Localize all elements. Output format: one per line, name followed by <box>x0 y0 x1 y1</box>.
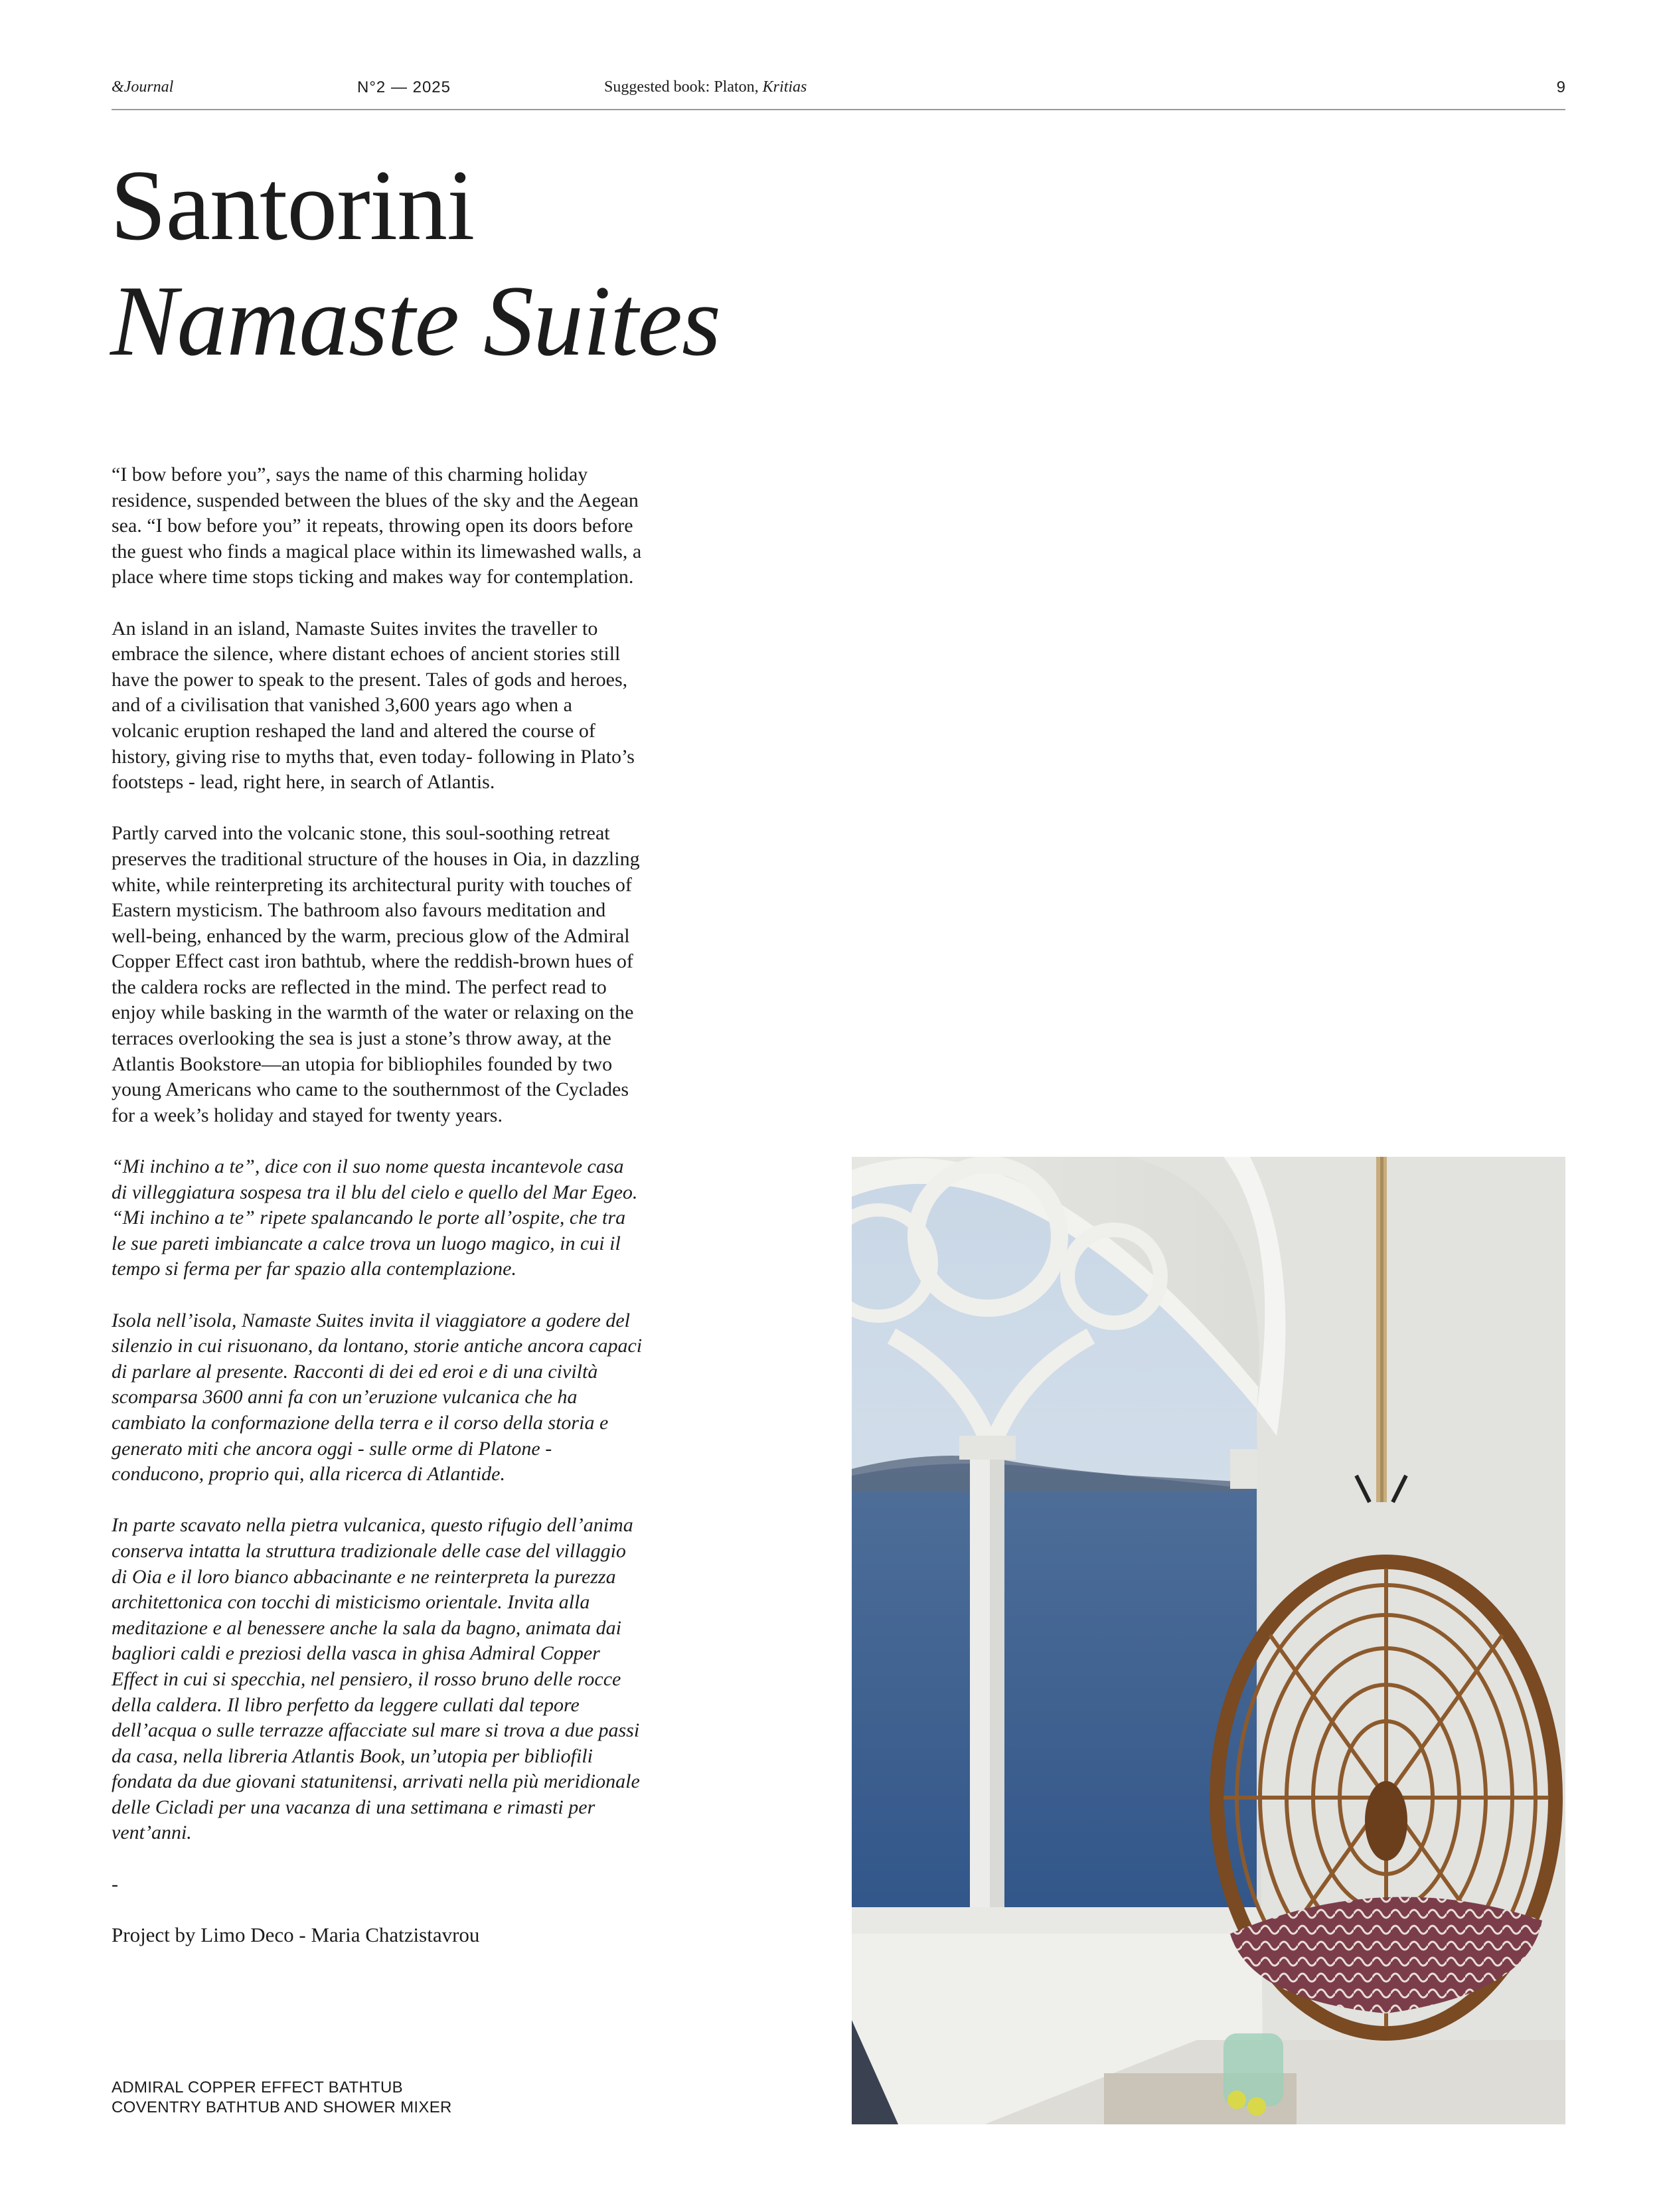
project-credit: Project by Limo Deco - Maria Chatzistavrou <box>112 1923 480 1947</box>
italian-paragraph: Isola nell’isola, Namaste Suites invita il viaggiatore a godere del silenzio in cui risuonano, da lontano, storie antiche ancora capaci di parlare al presente. Racconti di dei ed eroi e di una civiltà scomparsa 3600 anni fa con un’eruzione vulcanica che ha cambiato la conformazione della terra e il corso della storia e generato miti che ancora oggi - sulle orme di Platone - conducono, proprio qui, alla ricerca di Atlantide. <box>112 1309 643 1486</box>
title-line-1: Santorini <box>110 149 475 261</box>
issue-number: N°2 — 2025 <box>357 78 451 96</box>
english-paragraph: An island in an island, Namaste Suites invites the traveller to embrace the silence, where distant echoes of ancient stories still have the power to speak to the present. Tales of gods and heroes, and of a civilisation that vanished 3,600 years ago when a volcanic eruption reshaped the land and altered the course of history, giving rise to myths that, even today- following in Plato’s footsteps - lead, right here, in search of Atlantis. <box>112 617 635 794</box>
suggested-book-title: Kritias <box>762 78 807 96</box>
english-paragraph: “I bow before you”, says the name of this charming holiday residence, suspended between the blues of the sky and the Aegean sea. “I bow before you” it repeats, throwing open its doors before the guest who finds a magical place within its limewashed walls, a place where time stops ticking and makes way for contemplation. <box>112 464 642 588</box>
separator: - <box>112 1873 118 1895</box>
article-title <box>110 147 720 379</box>
english-paragraph: Partly carved into the volcanic stone, this soul-soothing retreat preserves the traditional structure of the houses in Oia, in dazzling white, while reinterpreting its architectural purity with touches of Eastern mysticism. The bathroom also favours meditation and well-being, enhanced by the warm, precious glow of the Admiral Copper Effect cast iron bathtub, where the reddish-brown hues of the caldera rocks are reflected in the mind. The perfect read to enjoy while basking in the warmth of the water or relaxing on the terraces overlooking the sea is just a stone’s throw away, at the Atlantis Bookstore—an utopia for bibliophiles founded by two young Americans who came to the southernmost of the Cyclades for a week’s holiday and stayed for twenty years. <box>112 822 640 1126</box>
journal-name: &Journal <box>112 78 174 96</box>
product-item: COVENTRY BATHTUB AND SHOWER MIXER <box>112 2098 452 2116</box>
running-header <box>112 74 1565 110</box>
title-line-2: Namaste Suites <box>110 265 721 377</box>
product-list <box>112 2078 452 2118</box>
article-body <box>112 462 643 1948</box>
product-item: ADMIRAL COPPER EFFECT BATHTUB <box>112 2079 403 2096</box>
hanging-chair-photo <box>852 1157 1565 2124</box>
suggested-book-label: Suggested book: Platon, <box>604 78 763 96</box>
page-number: 9 <box>1556 78 1565 96</box>
suggested-book <box>604 78 807 96</box>
italian-paragraph: In parte scavato nella pietra vulcanica, questo rifugio dell’anima conserva intatta la struttura tradizionale delle case del villaggio di Oia e il loro bianco abbacinante e ne reinterpreta la purezza architettonica con tocchi di misticismo orientale. Invita alla meditazione e al benessere anche la sala da bagno, animata dai bagliori caldi e preziosi della vasca in ghisa Admiral Copper Effect in cui si specchia, nel pensiero, il rosso bruno delle rocce della caldera. Il libro perfetto da leggere cullati dal tepore dell’acqua o sulle terrazze affacciate sul mare si trova a due passi da casa, nella libreria Atlantis Book, un’utopia per bibliofili fondata da due giovani statunitensi, arrivati nella più meridionale delle Cicladi per una vacanza di una settimana e rimasti per vent’anni. <box>112 1514 640 1844</box>
italian-paragraph: “Mi inchino a te”, dice con il suo nome questa incantevole casa di villeggiatura sospesa tra il blu del cielo e quello del Mar Egeo. “Mi inchino a te” ripete spalancando le porte all’ospite, che tra le sue pareti imbiancate a calce trova un luogo magico, in cui il tempo si ferma per far spazio alla contemplazione. <box>112 1155 638 1280</box>
